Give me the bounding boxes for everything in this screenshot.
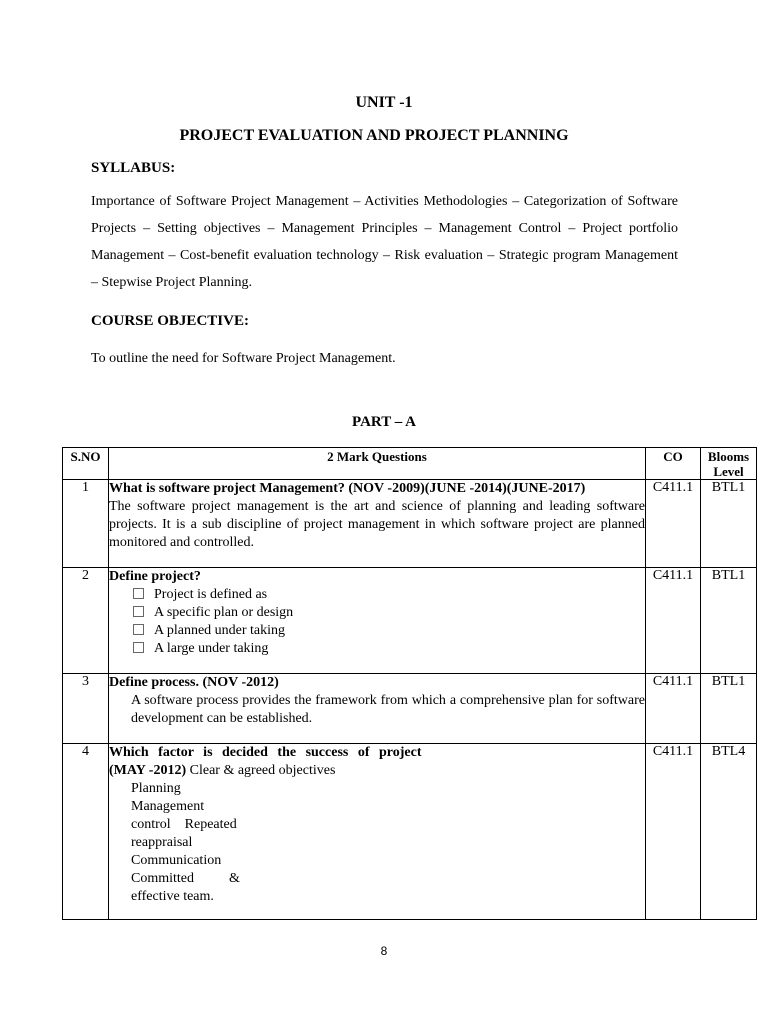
answer-line: Management [131,799,205,814]
question-date: (MAY -2012) [109,763,187,778]
row-question-cell [109,744,646,920]
row-sno: 2 [63,568,109,674]
row-blooms: BTL1 [701,674,757,744]
course-objective-heading: COURSE OBJECTIVE: [91,313,249,329]
bullet-item [109,604,645,622]
row-sno: 4 [63,744,109,920]
checkbox-bullet-icon [133,588,144,599]
row-blooms: BTL1 [701,480,757,568]
checkbox-bullet-icon [133,606,144,617]
question-text: What is software project Management? (NOV -2009)(JUNE -2014)(JUNE-2017) [109,481,586,496]
answer-line: reappraisal [131,835,193,850]
bullet-text: A large under taking [154,641,269,656]
unit-heading: UNIT -1 [355,94,413,111]
syllabus-text: Importance of Software Project Management – Activities Methodologies – Categorization of Software Projects – Setting objectives – Management Principles – Management Control – Project portfolio Management – Cost-benefit evaluation technology – Risk evaluation – Strategic program Management – Stepwise Project Planning. [91,194,678,290]
bullet-text: Project is defined as [154,587,268,602]
table-row [63,744,757,920]
row-question-cell [109,568,646,674]
bullet-text: A specific plan or design [154,605,294,620]
answer-line: Planning [131,781,181,796]
answer-text: The software project management is the art and science of planning and leading software projects. It is a sub discipline of project management in which software project are planned monitored and controlled. [109,499,645,550]
row-co: C411.1 [646,480,701,568]
row-sno: 1 [63,480,109,568]
checkbox-bullet-icon [133,624,144,635]
questions-table [62,447,757,920]
bullet-item [109,586,645,604]
table-row [63,480,757,568]
bullet-text: A planned under taking [154,623,286,638]
header-sno: S.NO [63,448,109,480]
syllabus-heading: SYLLABUS: [91,160,176,176]
checkbox-bullet-icon [133,642,144,653]
answer-line: Communication [131,853,222,868]
page-number: 8 [380,944,388,958]
row-question-cell [109,480,646,568]
row-question-cell [109,674,646,744]
question-text: Define process. (NOV -2012) [109,675,279,690]
row-co: C411.1 [646,568,701,674]
row-sno: 3 [63,674,109,744]
answer-line: effective team. [131,889,214,904]
bullet-item [109,622,645,640]
table-header-row [63,448,757,480]
header-blooms: Blooms Level [701,448,757,480]
part-heading: PART – A [352,414,416,430]
header-question: 2 Mark Questions [109,448,646,480]
row-co: C411.1 [646,744,701,920]
question-text: Define project? [109,569,201,584]
row-co: C411.1 [646,674,701,744]
bullet-item [109,640,645,658]
answer-text: A software process provides the framework from which a comprehensive plan for software development can be established. [131,693,645,726]
page-title: PROJECT EVALUATION AND PROJECT PLANNING [179,127,569,144]
table-row [63,674,757,744]
row-blooms: BTL4 [701,744,757,920]
course-objective-text: To outline the need for Software Project Management. [91,351,396,366]
answer-line: Committed & [131,871,240,886]
answer-line: control Repeated [131,817,237,832]
question-text: Which factor is decided the success of project [109,745,422,760]
table-row [63,568,757,674]
question-line [109,762,645,780]
row-blooms: BTL1 [701,568,757,674]
answer-text: Clear & agreed objectives [189,763,336,778]
header-co: CO [646,448,701,480]
